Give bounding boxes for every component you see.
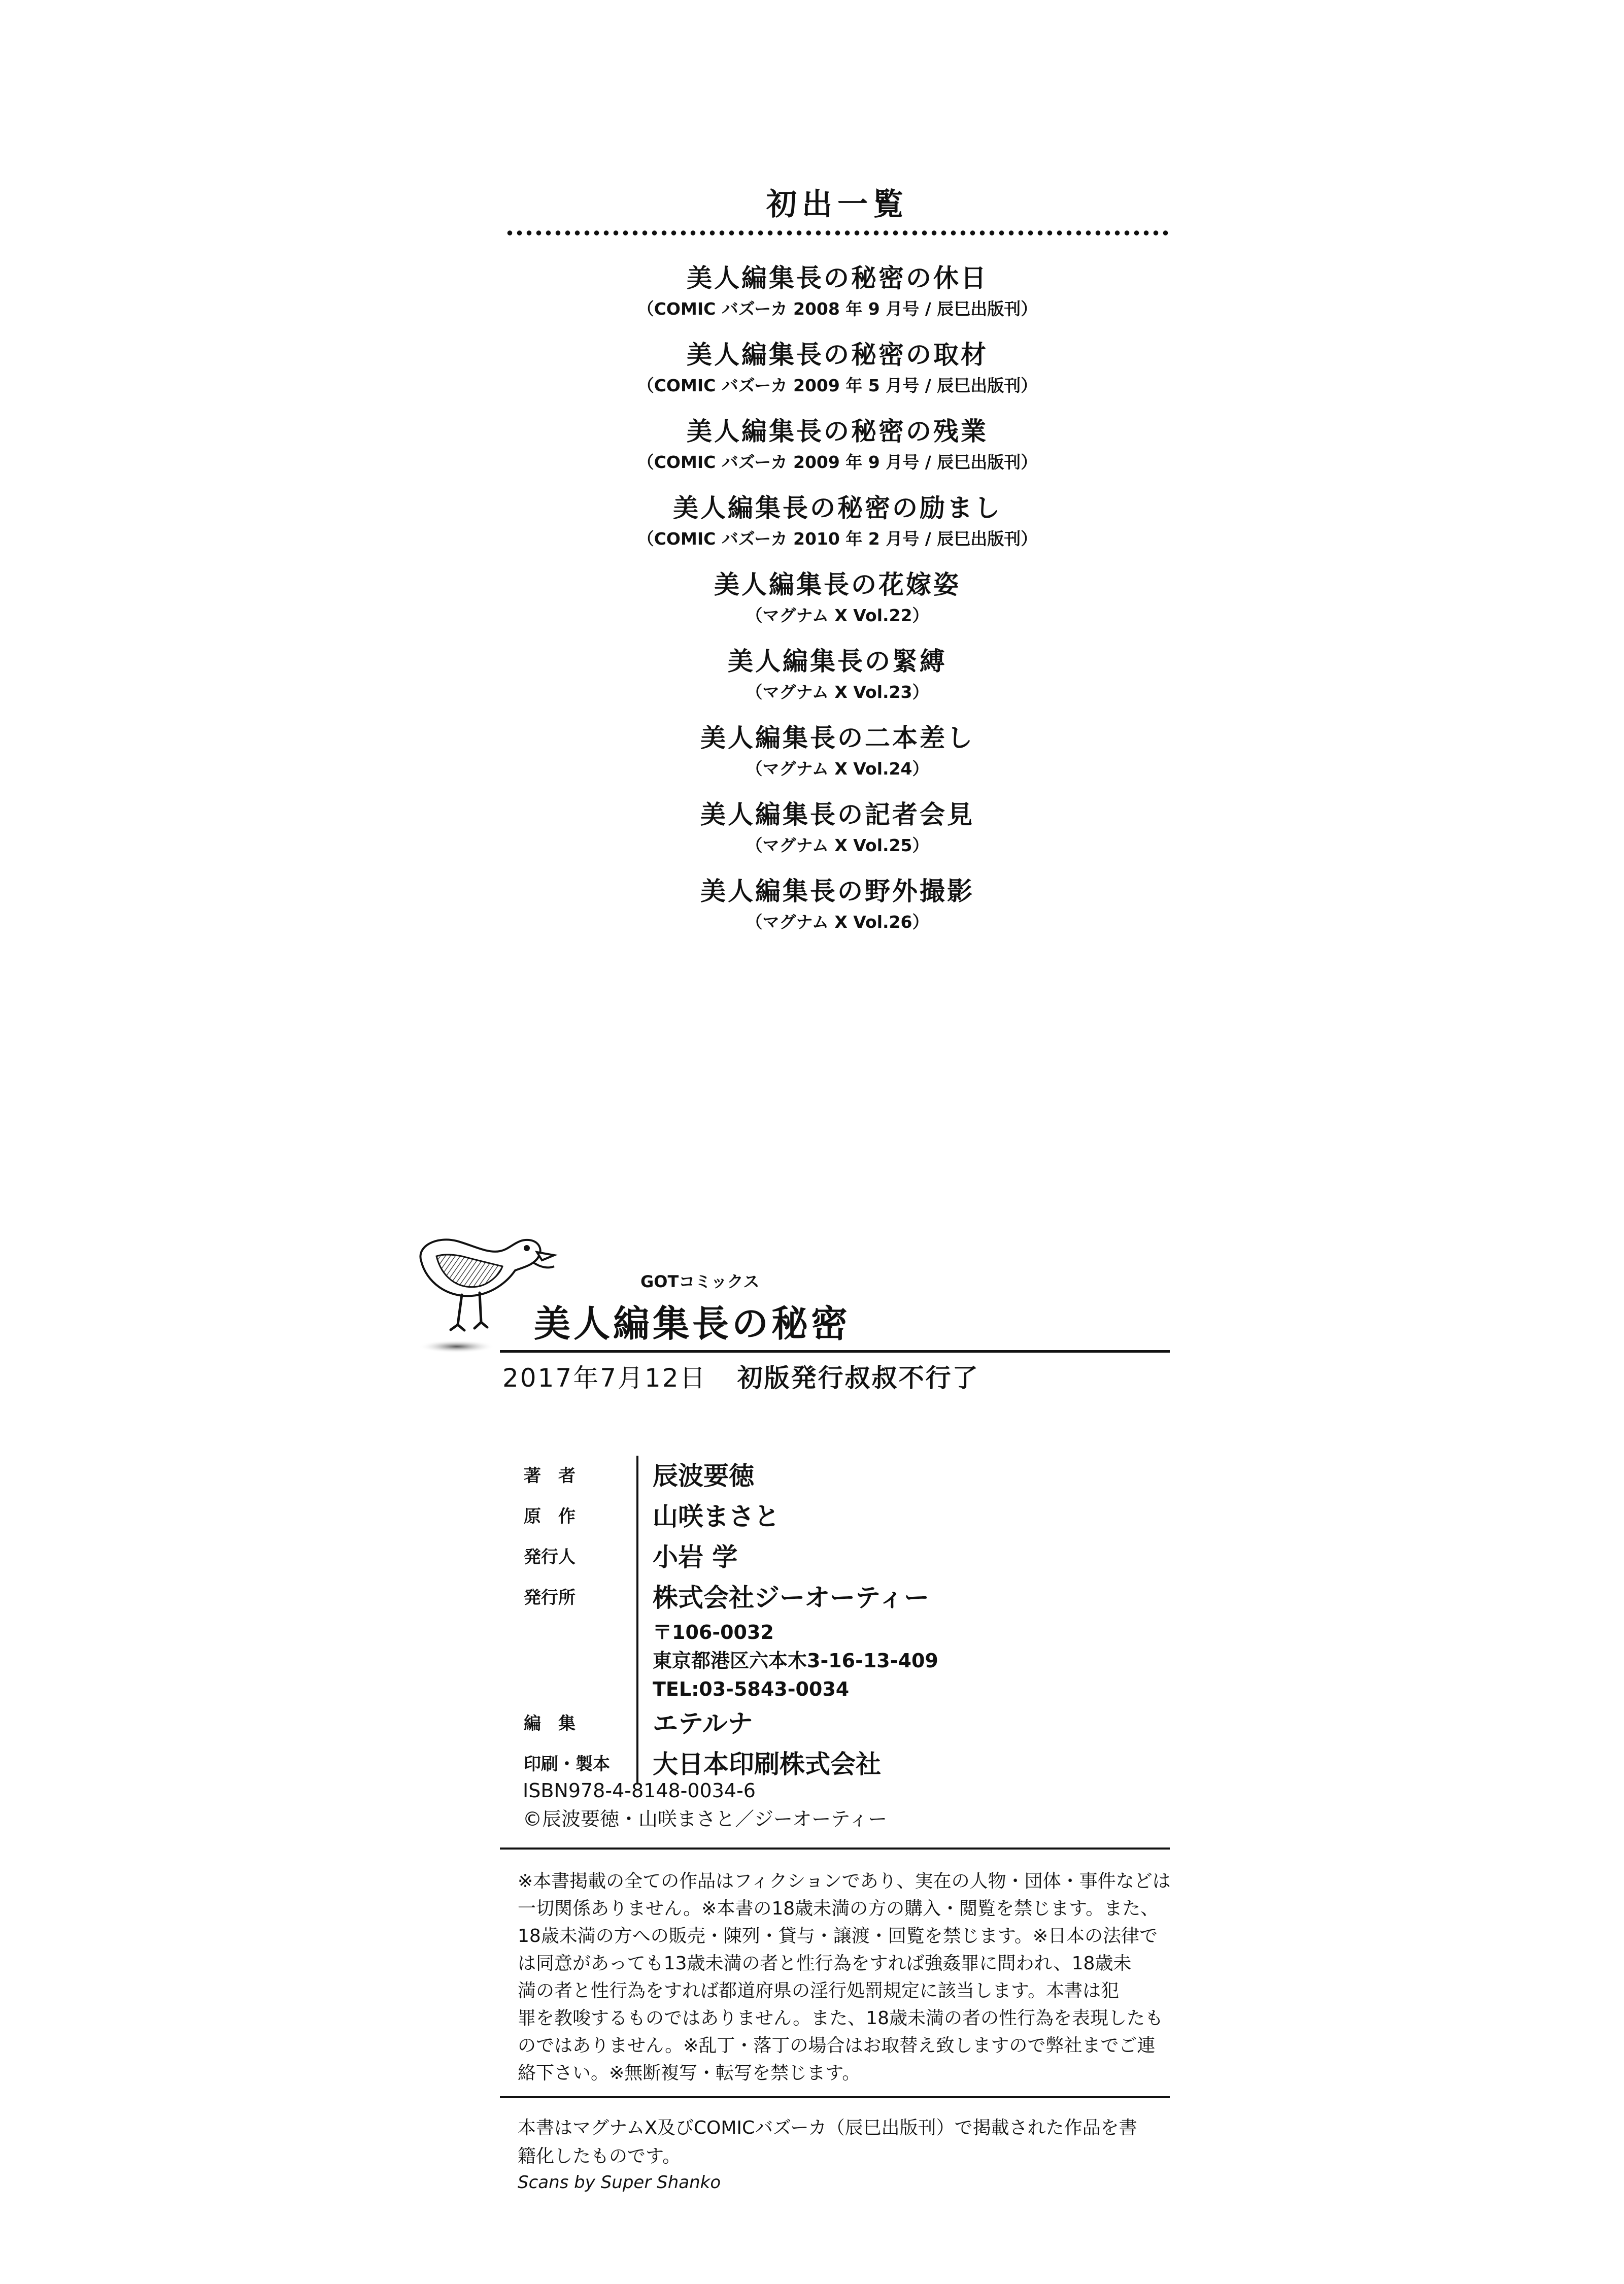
story-source: （COMIC バズーカ 2009 年 5 月号 / 辰巳出版刊） xyxy=(637,376,1038,395)
isbn-block xyxy=(523,1776,887,1833)
book-title: 美人編集長の秘密 xyxy=(534,1302,851,1345)
footer-line: 本書はマグナムX及びCOMICバズーカ（辰巳出版刊）で掲載された作品を書 xyxy=(518,2118,1137,2138)
phone-number: TEL:03-5843-0034 xyxy=(653,1678,850,1700)
notice-line: 満の者と性行為をすれば都道府県の淫行処罰規定に該当します。本書は犯 xyxy=(518,1980,1120,2001)
story-source: （マグナム X Vol.24） xyxy=(746,759,929,779)
list-item xyxy=(507,335,1167,412)
list-item xyxy=(507,795,1167,872)
notice-line: 絡下さい。※無断複写・転写を禁じます。 xyxy=(518,2063,861,2084)
credit-value: エテルナ xyxy=(653,1709,753,1738)
credit-row xyxy=(524,1496,1133,1537)
credit-row xyxy=(524,1703,1133,1744)
story-title: 美人編集長の秘密の励まし xyxy=(673,493,1002,523)
story-title: 美人編集長の花嫁姿 xyxy=(714,570,961,599)
first-appearances-heading: 初出一覧 xyxy=(766,187,908,222)
credit-value: 辰波要徳 xyxy=(653,1461,754,1491)
story-title: 美人編集長の記者会見 xyxy=(700,800,974,829)
notice-line: 罪を教唆するものではありません。また、18歳未満の者の性行為を表現したも xyxy=(518,2008,1163,2029)
publication-date: 2017年7月12日 xyxy=(502,1363,707,1393)
list-item xyxy=(507,565,1167,642)
scan-credit: Scans by Super Shanko xyxy=(518,2172,721,2193)
credit-value: 小岩 学 xyxy=(653,1542,738,1572)
street-address: 東京都港区六本木3-16-13-409 xyxy=(653,1650,938,1672)
credit-key: 発行人 xyxy=(524,1547,576,1567)
story-source: （マグナム X Vol.25） xyxy=(746,835,929,855)
copyright-line: ©辰波要徳・山咲まさと／ジーオーティー xyxy=(523,1808,888,1830)
story-source: （マグナム X Vol.26） xyxy=(746,912,929,932)
footer-line: 籍化したものです。 xyxy=(518,2146,681,2167)
title-rule xyxy=(500,1350,1170,1353)
publisher-name: 株式会社ジーオーティー xyxy=(653,1583,929,1613)
story-source: （マグナム X Vol.22） xyxy=(746,606,929,625)
list-item xyxy=(507,642,1167,719)
isbn-number: ISBN978-4-8148-0034-6 xyxy=(523,1779,756,1802)
notice-top-rule xyxy=(500,1848,1170,1850)
credit-row xyxy=(524,1537,1133,1577)
credit-value: 山咲まさと xyxy=(653,1502,780,1531)
credit-key: 発行所 xyxy=(524,1588,576,1608)
credit-value: 大日本印刷株式会社 xyxy=(653,1750,881,1779)
story-title: 美人編集長の秘密の残業 xyxy=(687,417,988,446)
publication-line xyxy=(502,1360,979,1396)
postal-code: 〒106-0032 xyxy=(653,1621,774,1643)
list-item xyxy=(507,872,1167,949)
notice-line: のではありません。※乱丁・落丁の場合はお取替え致しますので弊社までご連 xyxy=(518,2035,1156,2056)
story-source: （COMIC バズーカ 2009 年 9 月号 / 辰巳出版刊） xyxy=(637,452,1038,472)
first-appearances-list xyxy=(507,259,1167,949)
publication-note xyxy=(518,2114,1172,2171)
notice-line: は同意があっても13歳未満の者と性行為をすれば強姦罪に問われ、18歳未 xyxy=(518,1953,1132,1974)
notice-line: 18歳未満の方への販売・陳列・貸与・譲渡・回覧を禁じます。※日本の法律で xyxy=(518,1926,1158,1946)
list-item xyxy=(507,719,1167,795)
notice-bottom-rule xyxy=(500,2096,1170,2098)
credit-row xyxy=(524,1456,1133,1496)
list-item xyxy=(507,259,1167,335)
dotted-divider xyxy=(505,229,1170,237)
credits-table xyxy=(524,1456,1133,1785)
credit-row xyxy=(524,1577,1133,1703)
list-item xyxy=(507,489,1167,565)
credit-value xyxy=(638,1577,938,1703)
edition-note: 初版発行叔叔不行了 xyxy=(737,1363,979,1393)
notice-line: ※本書掲載の全ての作品はフィクションであり、実在の人物・団体・事件などは xyxy=(518,1871,1171,1892)
story-source: （COMIC バズーカ 2010 年 2 月号 / 辰巳出版刊） xyxy=(637,529,1038,549)
story-title: 美人編集長の秘密の休日 xyxy=(687,263,988,293)
credit-key: 原 作 xyxy=(524,1506,576,1527)
story-title: 美人編集長の野外撮影 xyxy=(700,877,974,906)
legal-notice xyxy=(518,1868,1172,2087)
notice-line: 一切関係ありません。※本書の18歳未満の方の購入・閲覧を禁じます。また、 xyxy=(518,1898,1159,1919)
story-title: 美人編集長の緊縛 xyxy=(728,647,947,676)
story-title: 美人編集長の秘密の取材 xyxy=(687,340,988,370)
story-source: （マグナム X Vol.23） xyxy=(746,682,929,702)
story-title: 美人編集長の二本差し xyxy=(700,723,974,753)
credit-key: 著 者 xyxy=(524,1466,576,1486)
credit-key: 編 集 xyxy=(524,1714,576,1734)
imprint-label: GOTコミックス xyxy=(640,1272,760,1291)
credit-key: 印刷・製本 xyxy=(524,1754,610,1774)
story-source: （COMIC バズーカ 2008 年 9 月号 / 辰巳出版刊） xyxy=(637,299,1038,319)
list-item xyxy=(507,412,1167,489)
